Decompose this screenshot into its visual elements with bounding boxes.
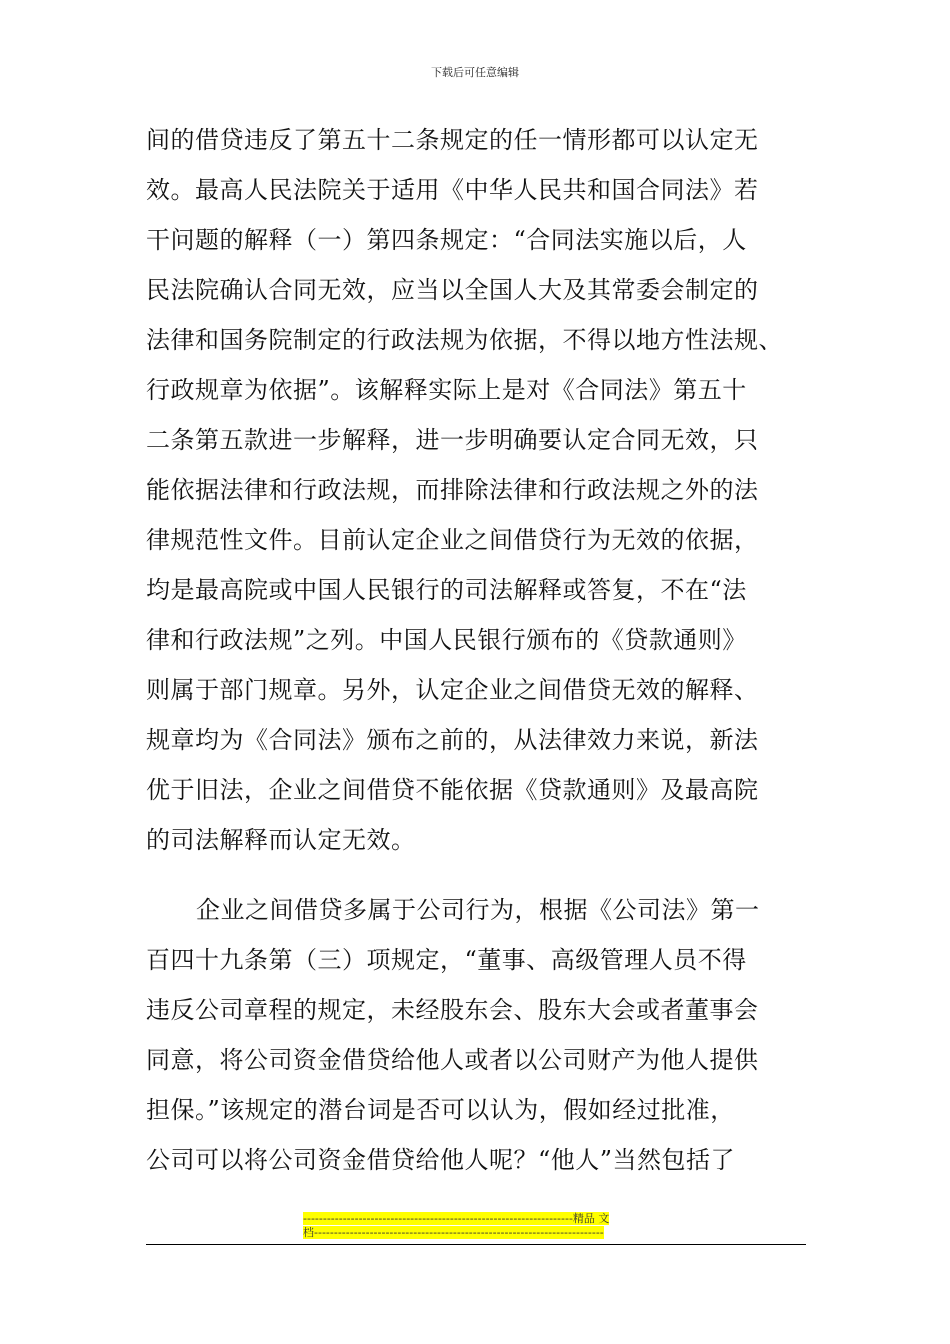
- body-line-5: 法律和国务院制定的行政法规为依据，不得以地方性法规、: [146, 326, 783, 354]
- page-footer: [303, 1212, 648, 1240]
- body-line-20: 担保。”该规定的潜台词是否可以认为，假如经过批准，: [146, 1096, 735, 1124]
- footer-rule: [146, 1244, 806, 1245]
- footer-line-1: --------------------------------------------------------------------精品 文: [303, 1212, 610, 1225]
- body-line-8: 能依据法律和行政法规，而排除法律和行政法规之外的法: [146, 476, 759, 504]
- body-line-13: 规章均为《合同法》颁布之前的，从法律效力来说，新法: [146, 726, 759, 754]
- body-line-1: 间的借贷违反了第五十二条规定的任一情形都可以认定无: [146, 126, 759, 154]
- body-line-7: 二条第五款进一步解释，进一步明确要认定合同无效，只: [146, 426, 759, 454]
- body-line-14: 优于旧法，企业之间借贷不能依据《贷款通则》及最高院: [146, 776, 759, 804]
- body-line-11: 律和行政法规”之列。中国人民银行颁布的《贷款通则》: [146, 626, 747, 654]
- body-line-6: 行政规章为依据”。该解释实际上是对《合同法》第五十: [146, 376, 747, 404]
- body-line-16: 企业之间借贷多属于公司行为，根据《公司法》第一: [196, 896, 760, 924]
- page-header: 下载后可任意编辑: [431, 66, 519, 79]
- body-line-3: 干问题的解释（一）第四条规定：“合同法实施以后，人: [146, 226, 747, 254]
- body-line-15: 的司法解释而认定无效。: [146, 826, 416, 854]
- body-line-17: 百四十九条第（三）项规定，“董事、高级管理人员不得: [146, 946, 747, 974]
- body-line-19: 同意，将公司资金借贷给他人或者以公司财产为他人提供: [146, 1046, 759, 1074]
- body-line-21: 公司可以将公司资金借贷给他人呢？“他人”当然包括了: [146, 1146, 736, 1174]
- body-line-4: 民法院确认合同无效，应当以全国人大及其常委会制定的: [146, 276, 759, 304]
- body-line-9: 律规范性文件。目前认定企业之间借贷行为无效的依据，: [146, 526, 759, 554]
- body-line-10: 均是最高院或中国人民银行的司法解释或答复，不在“法: [146, 576, 747, 604]
- body-line-12: 则属于部门规章。另外，认定企业之间借贷无效的解释、: [146, 676, 759, 704]
- body-line-2: 效。最高人民法院关于适用《中华人民共和国合同法》若: [146, 176, 759, 204]
- footer-line-2: 档-------------------------------------------------------------------------: [303, 1226, 604, 1239]
- body-line-18: 违反公司章程的规定，未经股东会、股东大会或者董事会: [146, 996, 759, 1024]
